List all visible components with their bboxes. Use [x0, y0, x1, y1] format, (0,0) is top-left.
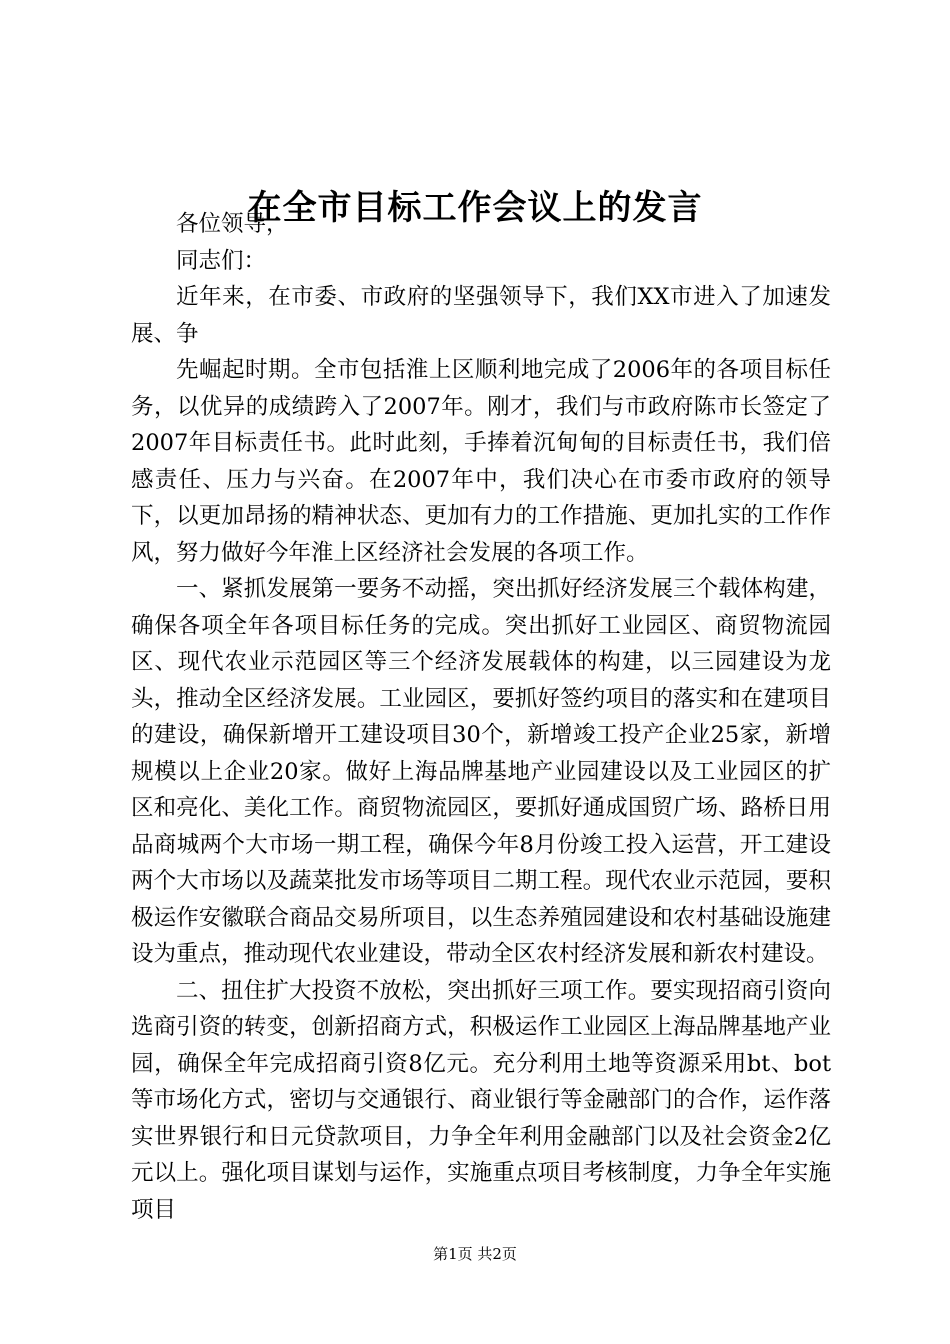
paragraph-review: 先崛起时期。全市包括淮上区顺利地完成了2006年的各项目标任务，以优异的成绩跨入了2007年。刚才，我们与市政府陈市长签定了2007年目标责任书。此时此刻，手捧着沉甸甸的目标责任书，我们倍感责任、压力与兴奋。在2007年中，我们决心在市委市政府的领导下，以更加昂扬的精神状态、更加有力的工作措施、更加扎实的工作作风，努力做好今年淮上区经济社会发展的各项工作。	[131, 357, 831, 566]
page-number-footer: 第1页 共2页	[433, 1245, 517, 1263]
paragraph-intro: 近年来，在市委、市政府的坚强领导下，我们XX市进入了加速发展、争	[131, 284, 831, 347]
salutation-comrades: 同志们：	[176, 247, 267, 274]
salutation-leaders: 各位领导，	[176, 211, 289, 237]
paragraph-point-one: 一、紧抓发展第一要务不动摇，突出抓好经济发展三个载体构建，确保各项全年各项目标任务的完成。突出抓好工业园区、商贸物流园区、现代农业示范园区等三个经济发展载体的构建，以三园建设为龙头，推动全区经济发展。工业园区，要抓好签约项目的落实和在建项目的建设，确保新增开工建设项目30个，新增竣工投产企业25家，新增规模以上企业20家。做好上海品牌基地产业园建设以及工业园区的扩区和亮化、美化工作。商贸物流园区，要抓好通成国贸广场、路桥日用品商城两个大市场一期工程，确保今年8月份竣工投入运营，开工建设两个大市场以及蔬菜批发市场等项目二期工程。现代农业示范园，要积极运作安徽联合商品交易所项目，以生态养殖园建设和农村基础设施建设为重点，推动现代农业建设，带动全区农村经济发展和新农村建设。	[131, 576, 831, 967]
document-title: 在全市目标工作会议上的发言	[247, 188, 703, 228]
document-body	[131, 206, 831, 1228]
paragraph-point-two: 二、扭住扩大投资不放松，突出抓好三项工作。要实现招商引资向选商引资的转变，创新招商方式，积极运作工业园区上海品牌基地产业园，确保全年完成招商引资8亿元。充分利用土地等资源采用bt、bot等市场化方式，密切与交通银行、商业银行等金融部门的合作，运作落实世界银行和日元贷款项目，力争全年利用金融部门以及社会资金2亿元以上。强化项目谋划与运作，实施重点项目考核制度，力争全年实施项目	[131, 977, 831, 1223]
